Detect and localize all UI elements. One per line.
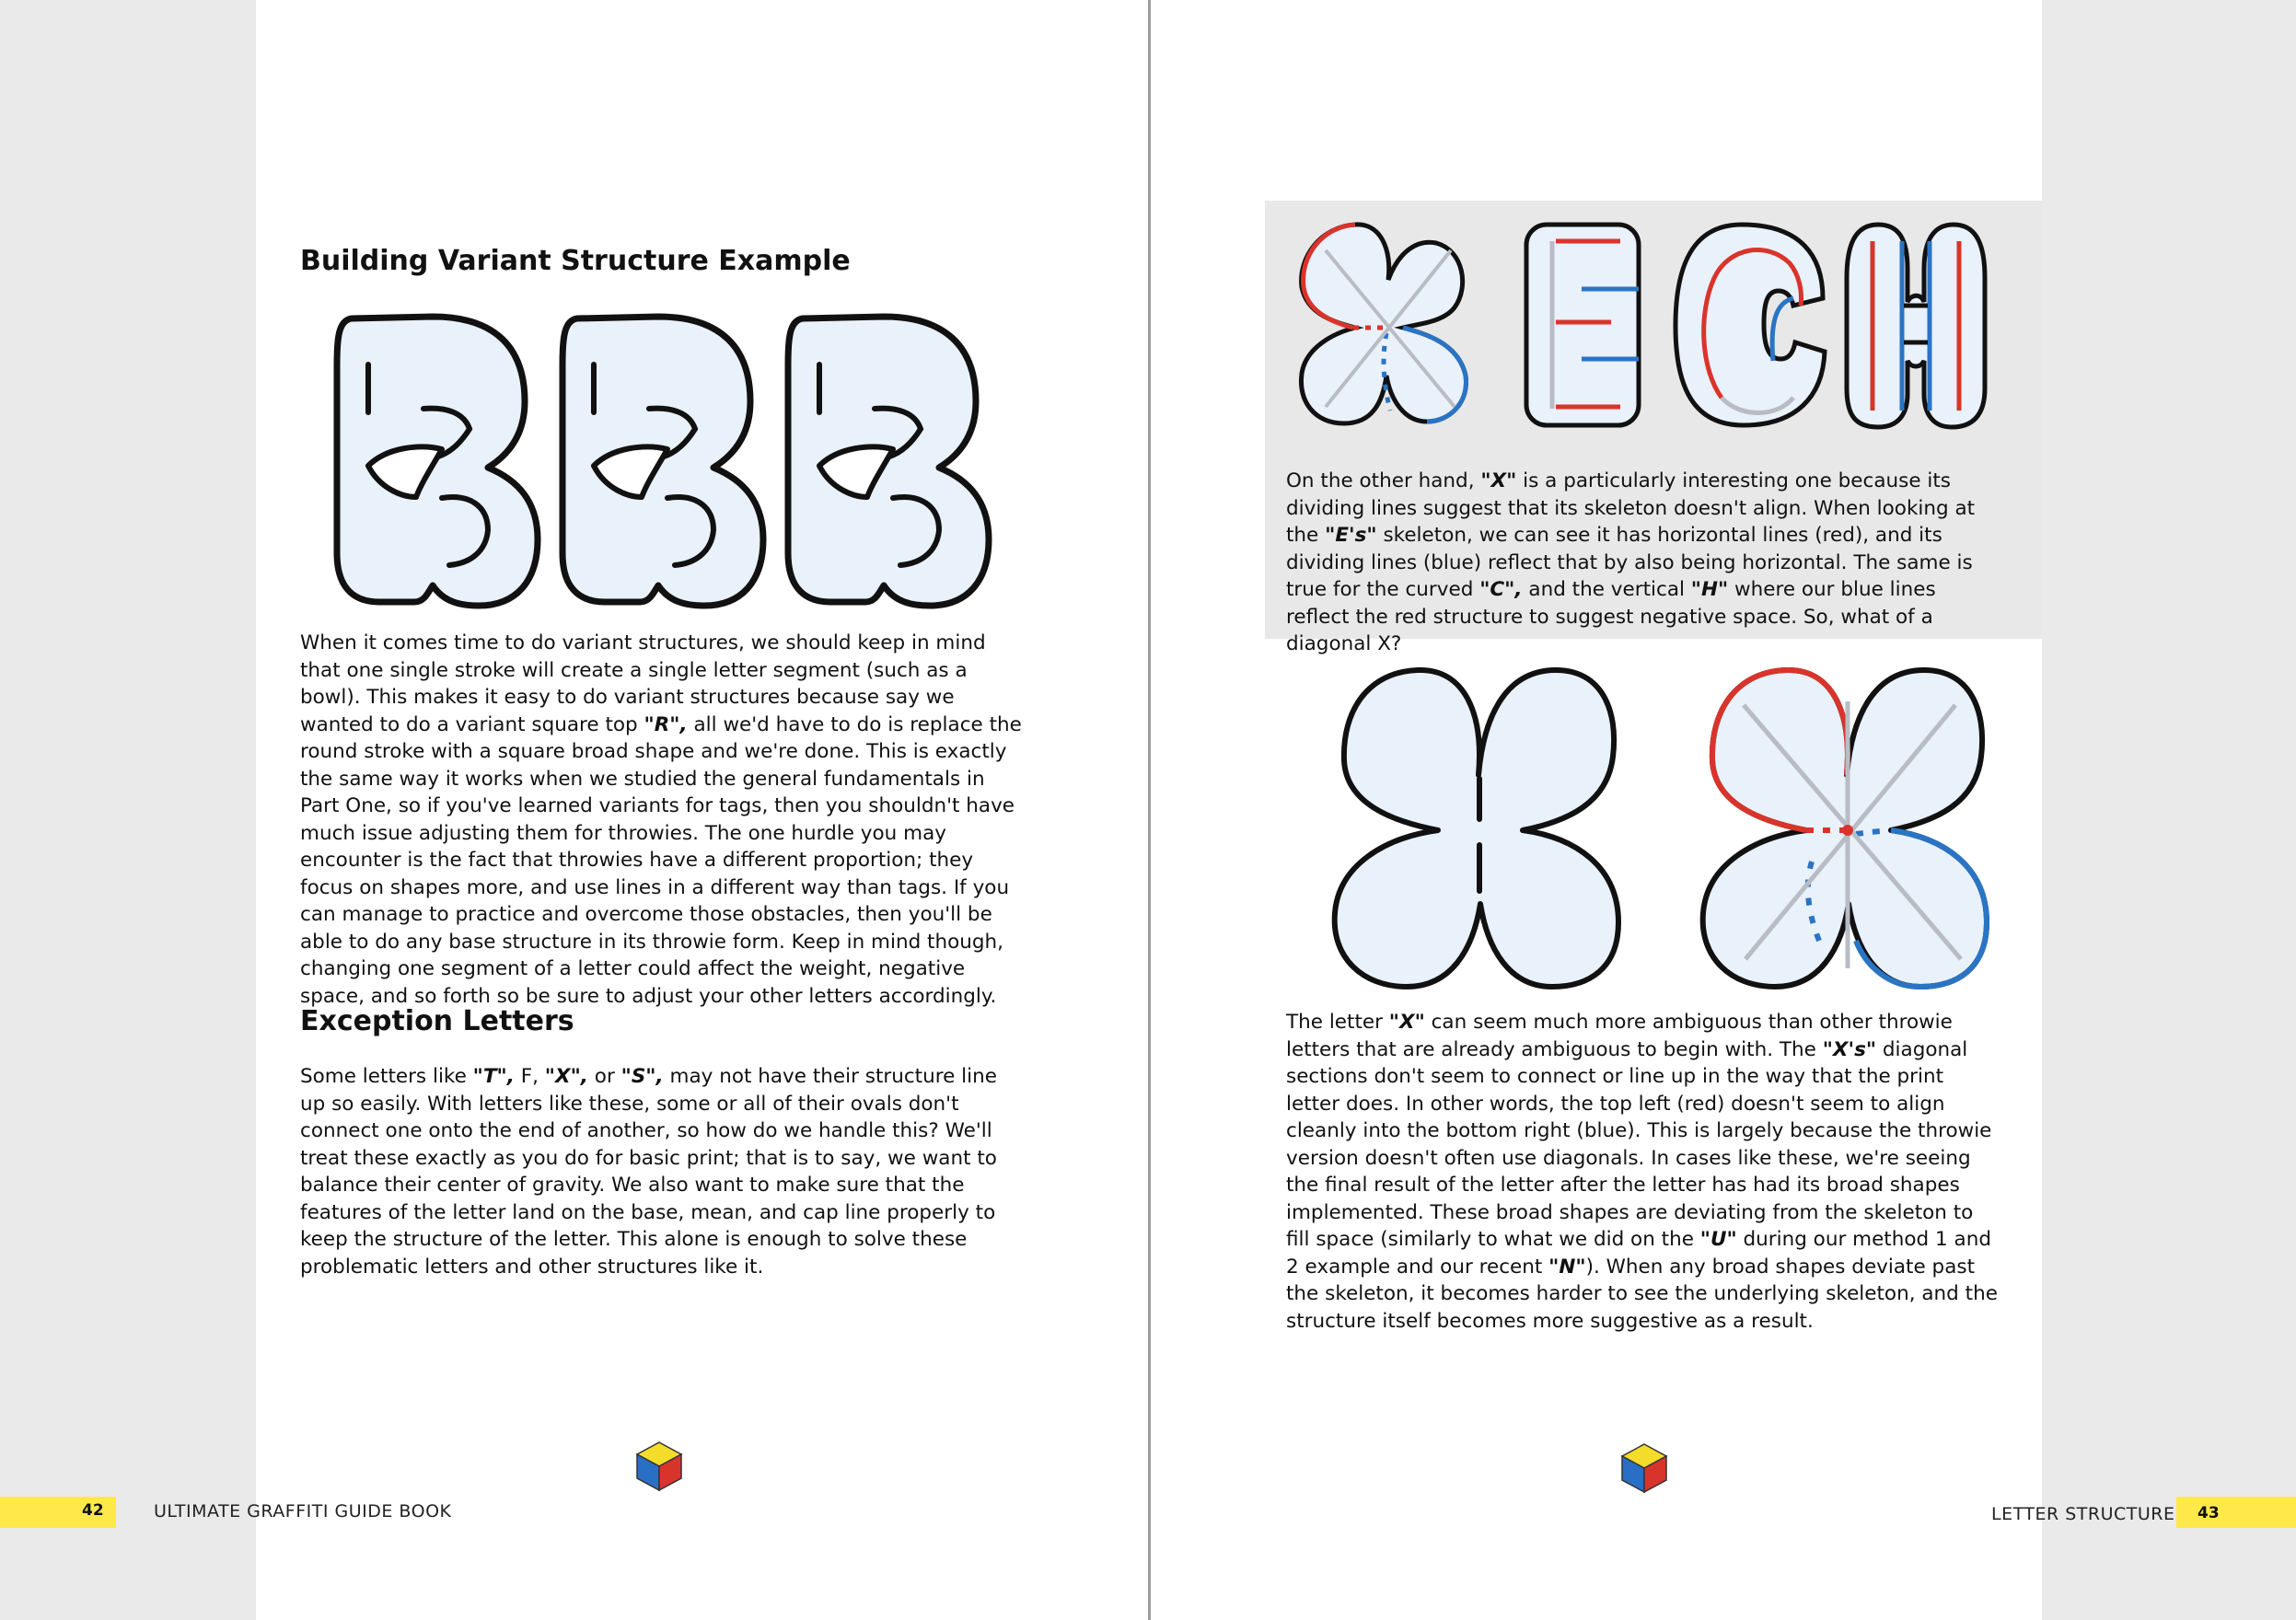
large-x-illustration [1307,665,1989,996]
page-gutter [1148,0,1151,1620]
running-head-left: ULTIMATE GRAFFITI GUIDE BOOK [154,1501,452,1522]
text-run: is a particularly interesting one because its dividing lines suggest that its skeleton doesn't align. When looking at the [1286,469,1976,547]
paragraph-x-dividing-lines [1286,468,2002,658]
b-variant-3 [788,317,989,606]
paragraph-variant-structures [300,630,1022,1010]
emphasis-run: "U" [1699,1228,1737,1251]
emphasis-run: "R", [644,712,688,736]
emphasis-run: "X's" [1822,1037,1877,1061]
folio-number-left: 42 [82,1501,104,1520]
paragraph-x-ambiguous [1286,1009,2002,1335]
emphasis-run: "X" [1388,1011,1425,1034]
text-run: or [587,1065,621,1088]
emphasis-run: "X", [544,1065,588,1088]
text-run: all we'd have to do is replace the round stroke with a square broad shape and we're done. This is exactly the same way it works when we studied the general fundamentals in Part One, so if you've learned variants for tags, then you shouldn't have much issue adjusting them for throwies. The one hurdle you may encounter is the fact that throwies have a different proportion; they focus on shapes more, and use lines in a different way than tags. If you can manage to practice and overcome those obstacles, then you'll be able to do any base structure in its throwie form. Keep in mind though, changing one segment of a letter could affect the weight, negative space, and so forth so be sure to adjust your other letters accordingly. [300,712,1022,1008]
b-variant-2 [562,317,763,606]
text-run: may not have their structure line up so easily. With letters like these, some or all of their ovals don't connect one onto the end of another, so how do we handle this? We'll treat these exactly as you do for basic print; that is to say, we want to balance their center of gravity. We also want to make sure that the features of the letter land on the base, mean, and cap line properly to keep the structure of the letter. This alone is enough to solve these problematic letters and other structures like it. [300,1065,997,1279]
cube-logo-icon [635,1441,683,1492]
paragraph-exception-letters [300,1063,1022,1280]
emphasis-run: "X" [1480,469,1517,492]
x-plain [1335,670,1618,987]
emphasis-run: "T", [472,1065,515,1088]
emphasis-run: "C", [1479,578,1523,601]
text-run: during our method 1 and 2 example and our recent [1286,1228,1991,1279]
text-run: On the other hand, [1286,469,1481,492]
folio-number-right: 43 [2197,1504,2220,1522]
folio-bar-right [2176,1497,2296,1528]
text-run: where our blue lines reflect the red structure to suggest negative space. So, what of a diagonal X? [1286,578,1936,655]
b-variants-illustration [322,304,985,608]
emphasis-run: "E's" [1325,524,1377,547]
x-annotated [1703,670,1987,987]
text-run: F, [514,1065,545,1088]
text-run: diagonal sections don't seem to connect or line up in the way that the print letter does. In other words, the top left (red) doesn't seem to align cleanly into the bottom right (blue). This is largely because the throwie version doesn't often use diagonals. In cases like these, we're seeing the final result of the letter after the letter has had its broad shapes implemented. These broad shapes are deviating from the skeleton to fill space (similarly to what we did on the [1286,1037,1992,1251]
cube-logo-icon-right [1620,1442,1668,1494]
b-variant-1 [337,317,538,606]
emphasis-run: "N" [1548,1255,1586,1279]
running-head-right: LETTER STRUCTURE [1991,1504,2175,1524]
emphasis-run: "H" [1690,578,1729,601]
heading-exception-letters: Exception Letters [300,1005,574,1037]
text-run: and the vertical [1522,578,1691,601]
letter-h-small [1847,225,1985,427]
emphasis-run: "S", [620,1065,664,1088]
text-run: ). When any broad shapes deviate past the skeleton, it becomes harder to see the underlying skeleton, and the structure itself becomes more suggestive as a result. [1286,1255,1998,1333]
text-run: The letter [1286,1011,1389,1034]
heading-building-variant: Building Variant Structure Example [300,245,851,277]
xech-illustration [1289,214,1989,434]
letter-e-small [1526,225,1639,425]
text-run: Some letters like [300,1065,473,1088]
letter-x-small [1301,225,1466,423]
text-run: skeleton, we can see it has horizontal lines (red), and its dividing lines (blue) reflect that by also being horizontal. The same is true for the curved [1286,524,1973,601]
text-run: When it comes time to do variant structures, we should keep in mind that one single stroke will create a single letter segment (such as a bowl). This makes it easy to do variant structures because say we wanted to do a variant square top [300,631,986,736]
text-run: can seem much more ambiguous than other throwie letters that are already ambiguous to begin with. The [1286,1011,1953,1061]
letter-c-small [1676,225,1825,425]
